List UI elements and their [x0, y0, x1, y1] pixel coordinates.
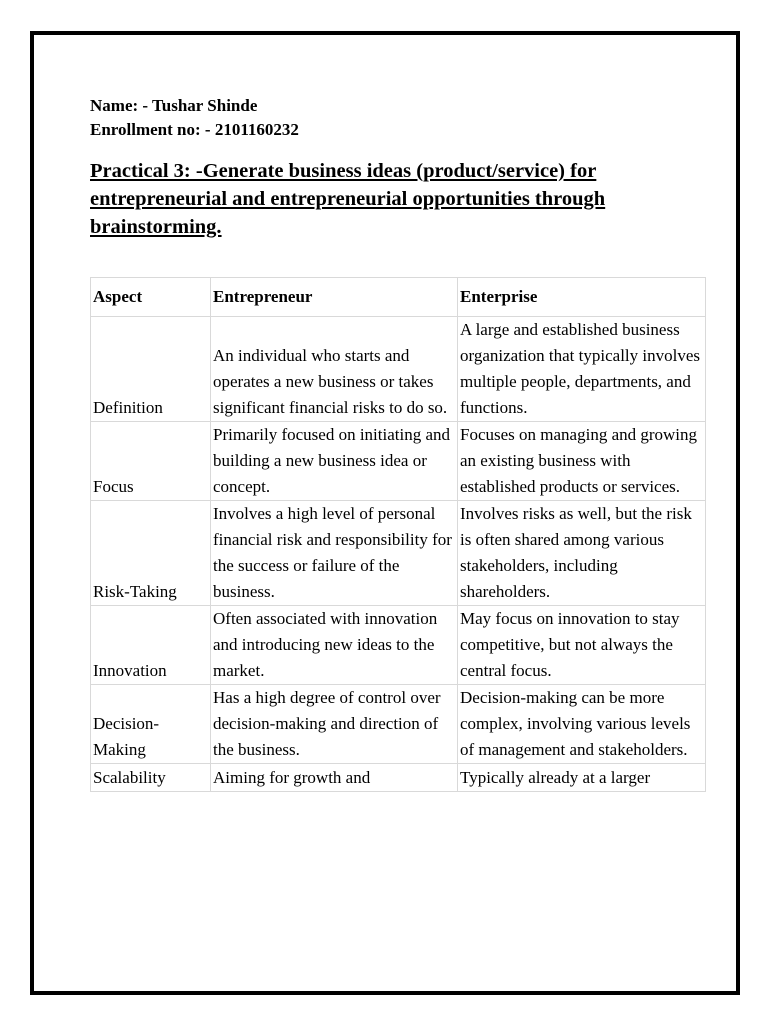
- table-row: [91, 422, 706, 501]
- practical-title: Practical 3: -Generate business ideas (product/service) for entrepreneurial and entrepreneurial opportunities through brainstorming.: [90, 160, 606, 238]
- table-header-row: [91, 278, 706, 317]
- enrollment-number: Enrollment no: - 2101160232: [90, 120, 299, 139]
- table-row: [91, 606, 706, 685]
- aspect-cell: Scalability: [91, 764, 211, 792]
- table-row: [91, 501, 706, 606]
- aspect-cell: Decision-Making: [91, 685, 211, 764]
- entrepreneur-cell: An individual who starts and operates a new business or takes significant financial risks to do so.: [211, 317, 458, 422]
- enterprise-cell: Involves risks as well, but the risk is often shared among various stakeholders, including shareholders.: [458, 501, 706, 606]
- enterprise-cell: Typically already at a larger: [458, 764, 706, 792]
- comparison-table: [90, 277, 706, 792]
- aspect-cell: Innovation: [91, 606, 211, 685]
- table-row: [91, 685, 706, 764]
- table-row: [91, 317, 706, 422]
- column-header-enterprise: Enterprise: [458, 278, 706, 317]
- table-row: [91, 764, 706, 792]
- student-header: [90, 94, 299, 142]
- entrepreneur-cell: Primarily focused on initiating and building a new business idea or concept.: [211, 422, 458, 501]
- enterprise-cell: Focuses on managing and growing an existing business with established products or services.: [458, 422, 706, 501]
- enterprise-cell: Decision-making can be more complex, involving various levels of management and stakeholders.: [458, 685, 706, 764]
- entrepreneur-cell: Involves a high level of personal financial risk and responsibility for the success or failure of the business.: [211, 501, 458, 606]
- column-header-entrepreneur: Entrepreneur: [211, 278, 458, 317]
- column-header-aspect: Aspect: [91, 278, 211, 317]
- student-name: Name: - Tushar Shinde: [90, 96, 258, 115]
- enterprise-cell: May focus on innovation to stay competitive, but not always the central focus.: [458, 606, 706, 685]
- entrepreneur-cell: Often associated with innovation and introducing new ideas to the market.: [211, 606, 458, 685]
- entrepreneur-cell: Aiming for growth and: [211, 764, 458, 792]
- aspect-cell: Definition: [91, 317, 211, 422]
- enterprise-cell: A large and established business organization that typically involves multiple people, departments, and functions.: [458, 317, 706, 422]
- aspect-cell: Focus: [91, 422, 211, 501]
- aspect-cell: Risk-Taking: [91, 501, 211, 606]
- entrepreneur-cell: Has a high degree of control over decision-making and direction of the business.: [211, 685, 458, 764]
